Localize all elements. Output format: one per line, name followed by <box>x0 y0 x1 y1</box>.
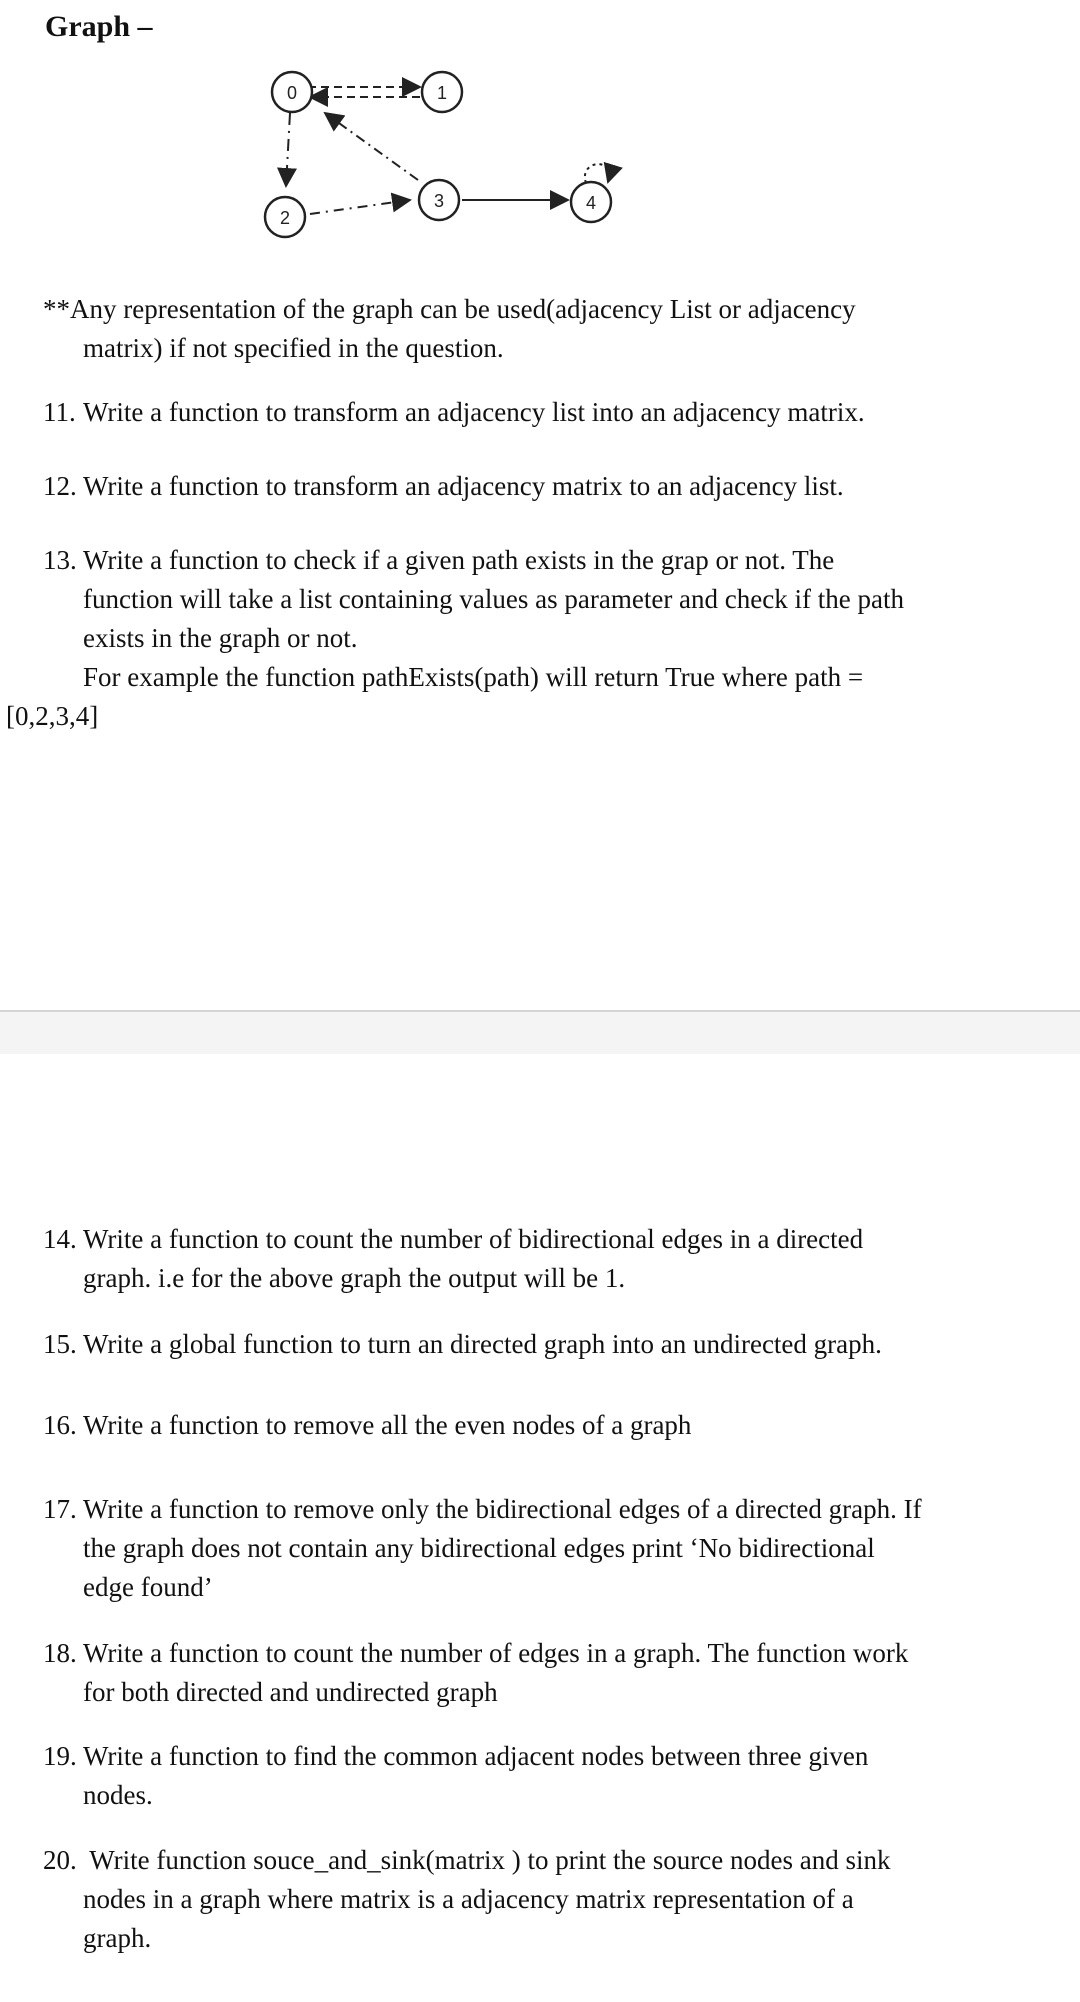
question-text: Write a function to count the number of edges in a graph. The function work <box>83 1638 909 1668</box>
question-text: For example the function pathExists(path) will return True where path = <box>83 662 864 692</box>
question-13 <box>43 541 1043 697</box>
question-14 <box>43 1220 1043 1298</box>
node-label: 1 <box>436 83 448 103</box>
question-text: Write a function to remove only the bidirectional edges of a directed graph. If <box>83 1494 922 1524</box>
question-17 <box>43 1490 1043 1607</box>
node-label: 3 <box>433 191 445 211</box>
question-number: 16. <box>43 1410 77 1440</box>
question-number: 20. <box>43 1845 77 1875</box>
question-number: 14. <box>43 1224 77 1254</box>
edge-0-1 <box>308 87 420 97</box>
question-number: 18. <box>43 1638 77 1668</box>
question-text: exists in the graph or not. <box>83 623 358 653</box>
question-number: 19. <box>43 1741 77 1771</box>
example-path: [0,2,3,4] <box>6 701 99 731</box>
node-label: 2 <box>279 208 291 228</box>
question-text: nodes in a graph where matrix is a adjacency matrix representation of a <box>83 1884 854 1914</box>
graph-node-3 <box>419 180 459 220</box>
graph-diagram <box>0 0 1080 260</box>
question-20 <box>43 1841 1043 1958</box>
graph-node-0 <box>272 72 312 112</box>
question-text: Write a function to transform an adjacency list into an adjacency matrix. <box>83 397 865 427</box>
question-text: nodes. <box>83 1780 153 1810</box>
question-text: Write a function to count the number of bidirectional edges in a directed <box>83 1224 864 1254</box>
question-15 <box>43 1325 1043 1364</box>
question-text: Write a function to check if a given path exists in the grap or not. The <box>83 545 835 575</box>
question-text: Write a function to find the common adjacent nodes between three given <box>83 1741 869 1771</box>
question-number: 15. <box>43 1329 77 1359</box>
edge-0-2 <box>286 113 290 186</box>
graph-node-1 <box>422 72 462 112</box>
question-text: Write a function to remove all the even nodes of a graph <box>83 1410 692 1440</box>
graph-node-4 <box>571 182 611 222</box>
page-heading: Graph – <box>45 10 153 43</box>
question-12 <box>43 467 1043 506</box>
question-text: function will take a list containing values as parameter and check if the path <box>83 584 904 614</box>
question-number: 11. <box>43 397 76 427</box>
question-16 <box>43 1406 1043 1445</box>
question-19 <box>43 1737 1043 1815</box>
question-text: edge found’ <box>83 1572 213 1602</box>
question-text: Write a function to transform an adjacency matrix to an adjacency list. <box>83 471 844 501</box>
graph-node-2 <box>265 197 305 237</box>
question-text: graph. i.e for the above graph the output will be 1. <box>83 1263 626 1293</box>
question-text: the graph does not contain any bidirectional edges print ‘No bidirectional <box>83 1533 875 1563</box>
question-number: 17. <box>43 1494 77 1524</box>
question-text: Write function souce_and_sink(matrix ) to print the source nodes and sink <box>83 1845 891 1875</box>
question-18 <box>43 1634 1043 1712</box>
question-text: Write a global function to turn an directed graph into an undirected graph. <box>83 1329 882 1359</box>
edge-3-0 <box>325 113 418 180</box>
page-divider <box>0 1010 1080 1054</box>
node-label: 4 <box>585 193 597 213</box>
note-line-2: matrix) if not specified in the question. <box>83 333 504 363</box>
question-number: 12. <box>43 471 77 501</box>
edge-4-self-loop <box>585 164 609 183</box>
node-label: 0 <box>286 83 298 103</box>
question-text: graph. <box>83 1923 152 1953</box>
edge-2-3 <box>310 200 410 214</box>
question-text: for both directed and undirected graph <box>83 1677 498 1707</box>
question-11 <box>43 393 1043 432</box>
note-line-1: **Any representation of the graph can be used(adjacency List or adjacency <box>43 294 856 324</box>
question-number: 13. <box>43 545 77 575</box>
